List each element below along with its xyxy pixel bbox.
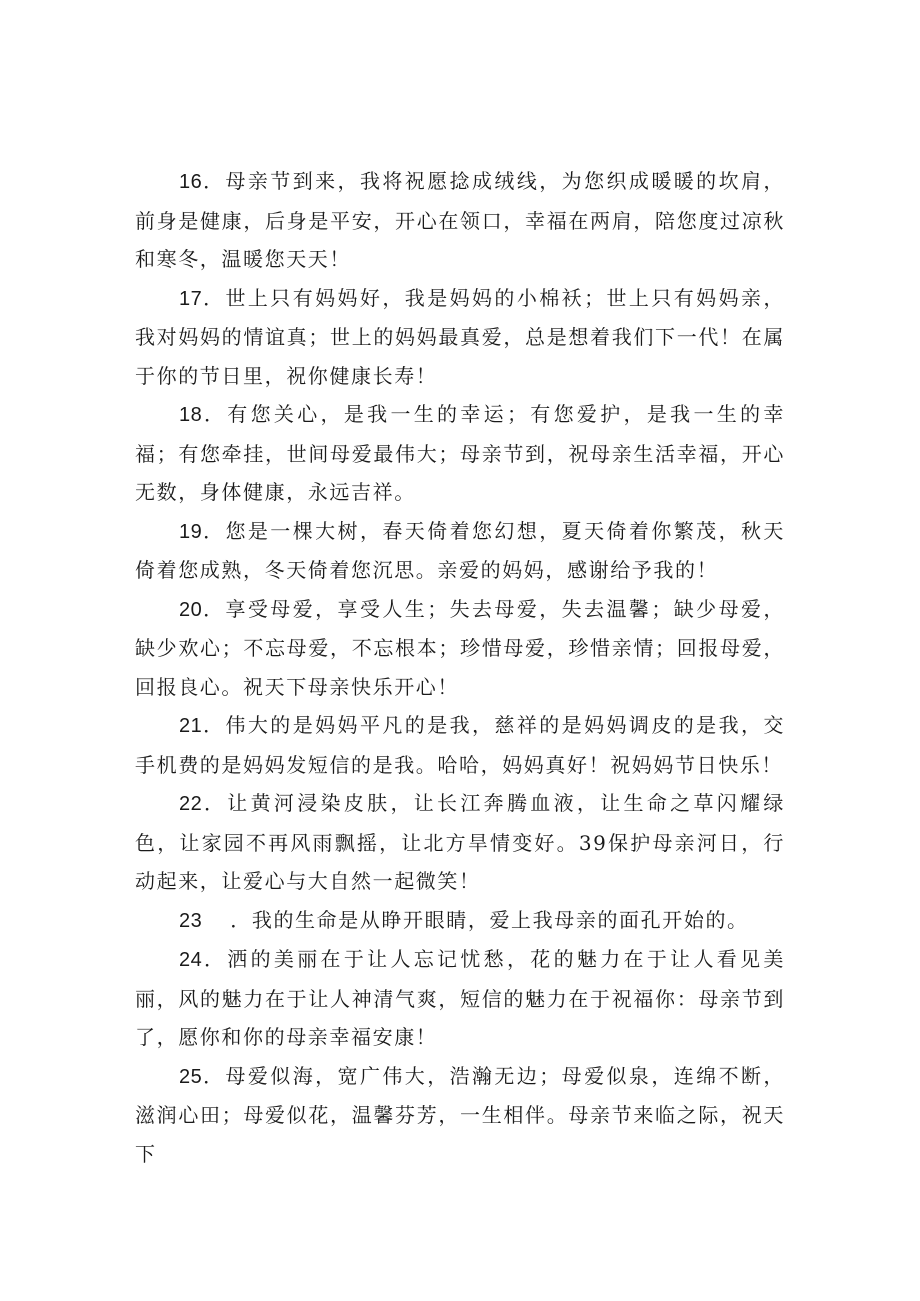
item-number: 25 <box>179 1065 203 1088</box>
document-body <box>135 162 785 1173</box>
paragraph-text: ．有您关心，是我一生的幸运；有您爱护，是我一生的幸福；有您牵挂，世间母爱最伟大；母亲节到，祝母亲生活幸福，开心无数，身体健康，永远吉祥。 <box>135 402 785 504</box>
paragraph-text: ．伟大的是妈妈平凡的是我，慈祥的是妈妈调皮的是我，交手机费的是妈妈发短信的是我。哈哈，妈妈真好！祝妈妈节日快乐！ <box>135 713 785 777</box>
paragraph-text: ．洒的美丽在于让人忘记忧愁，花的魅力在于让人看见美丽，风的魅力在于让人神清气爽，短信的魅力在于祝福你：母亲节到了，愿你和你的母亲幸福安康！ <box>135 947 785 1049</box>
item-number: 18 <box>179 404 203 426</box>
item-number: 19 <box>179 520 203 543</box>
item-number: 24 <box>179 949 203 971</box>
item-number: 21 <box>179 715 203 737</box>
item-number: 22 <box>179 793 203 815</box>
paragraph-18 <box>135 395 785 512</box>
paragraph-text: ．我的生命是从睁开眼睛，爱上我母亲的面孔开始的。 <box>230 907 749 932</box>
item-number: 23 <box>179 909 203 932</box>
paragraph-19 <box>135 512 785 590</box>
paragraph-text: ．您是一棵大树，春天倚着您幻想，夏天倚着你繁茂，秋天倚着您成熟，冬天倚着您沉思。亲爱的妈妈，感谢给予我的！ <box>135 518 785 582</box>
paragraph-text: ．享受母爱，享受人生；失去母爱，失去温馨；缺少母爱，缺少欢心；不忘母爱，不忘根本；珍惜母爱，珍惜亲情；回报母爱，回报良心。祝天下母亲快乐开心！ <box>135 596 785 699</box>
item-number: 17 <box>179 287 203 310</box>
paragraph-text: ．让黄河浸染皮肤，让长江奔腾血液，让生命之草闪耀绿色，让家园不再风雨飘摇，让北方旱情变好。39保护母亲河日，行动起来，让爱心与大自然一起微笑！ <box>135 791 785 893</box>
item-number: 16 <box>179 171 203 193</box>
item-number: 20 <box>179 598 203 621</box>
paragraph-text: ．母爱似海，宽广伟大，浩瀚无边；母爱似泉，连绵不断，滋润心田；母爱似花，温馨芬芳，一生相伴。母亲节来临之际，祝天下 <box>135 1063 785 1166</box>
paragraph-text: ．世上只有妈妈好，我是妈妈的小棉袄；世上只有妈妈亲，我对妈妈的情谊真；世上的妈妈最真爱，总是想着我们下一代！在属于你的节日里，祝你健康长寿！ <box>135 285 785 388</box>
paragraph-25 <box>135 1057 785 1174</box>
paragraph-21 <box>135 706 785 784</box>
paragraph-23 <box>135 901 785 941</box>
paragraph-24 <box>135 940 785 1057</box>
paragraph-17 <box>135 279 785 396</box>
paragraph-22 <box>135 784 785 901</box>
paragraph-20 <box>135 590 785 707</box>
paragraph-text: ．母亲节到来，我将祝愿捻成绒线，为您织成暖暖的坎肩，前身是健康，后身是平安，开心在领口，幸福在两肩，陪您度过凉秋和寒冬，温暖您天天！ <box>135 169 785 271</box>
paragraph-16 <box>135 162 785 279</box>
